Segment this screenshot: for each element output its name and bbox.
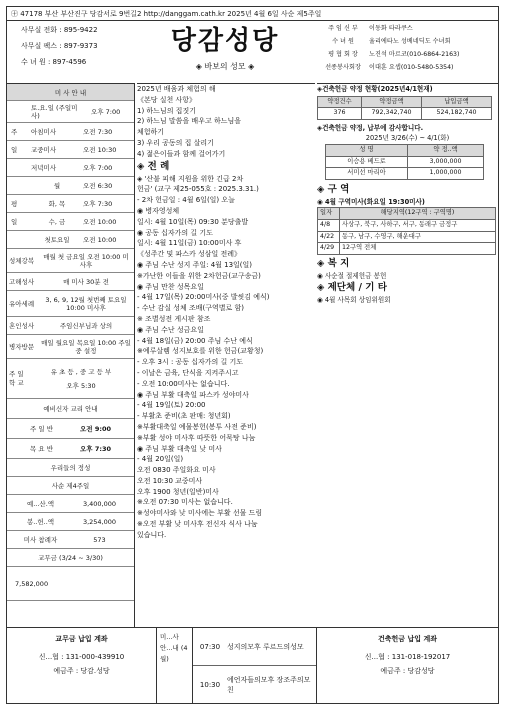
mid-line: ※ 조별성전 게시판 참조	[137, 314, 211, 323]
mid-line: - 4월 17일(목) 20:00미사(중 발씻김 예식)	[137, 293, 270, 302]
contact-fax: 사무실 팩스 : 897-9373	[21, 42, 98, 50]
staff-row: 수 녀 원 율리에타노 성베네딕도 수녀회	[332, 38, 451, 45]
thanks-table: 성 명 약 정..액 이승용 베드로 3,000,000 서미선 마리아 1,000,000	[325, 144, 484, 180]
mid-line: ◉ 주님 부활 대축일 파스카 성야미사	[137, 390, 249, 399]
prep-title: 예비신자 교리 안내	[7, 399, 134, 419]
left-column	[7, 83, 135, 627]
offer-row: 미사 참례자 573	[7, 531, 134, 549]
right-column	[317, 83, 498, 627]
mid-line: - 4월 20일(일)	[137, 455, 184, 464]
mid-line: 《성주간 및 파스카 성삼일 전례》	[137, 250, 242, 259]
sacrament-row: 고해성사 매 미사 30분 전	[7, 273, 134, 291]
mass-row: 첫토요일 오전 10:00	[7, 231, 134, 249]
bulletin-page	[6, 6, 499, 704]
mid-line: 4) 젊은이들과 함께 걸어가기	[137, 149, 226, 158]
mass-row: 평 화, 목 오후 7:30	[7, 195, 134, 213]
offer-period: 교무금 (3/24 ~ 3/30)	[7, 549, 134, 567]
staff-row: 주 임 신 부 이동화 타라쿠스	[328, 25, 413, 32]
mid-line: 오전 10:30 교중미사	[137, 476, 203, 485]
mid-line: 2025년 배움과 체험의 해	[137, 85, 216, 93]
mass-title: 미 사 안 내	[7, 84, 134, 101]
staff-list	[319, 22, 499, 74]
mid-line: ※오전 부활 낮 미사후 전신자 식사 나눔	[137, 520, 258, 529]
welfare-title: ◈ 복 지	[317, 257, 350, 269]
mid-line: - 오후 3시 : 공동 십자가의 길 기도	[137, 358, 244, 367]
prep-row: 주 일 반 오전 9:00	[7, 419, 134, 439]
thanks-period: 2025년 3/26(수) ~ 4/1(화)	[365, 134, 450, 143]
title-block	[135, 22, 315, 78]
mid-line: 일시: 4월 11일(금) 10:00미사 후	[137, 239, 242, 248]
mid-line: ※성야미사와 낮 미사에는 부활 선물 드림	[137, 509, 263, 518]
mid-line: 있습니다.	[137, 530, 167, 539]
mass-row: 토.요.일 (주일미사) 오후 7:00	[7, 101, 134, 123]
mass-row: 일 수, 금 오전 10:00	[7, 213, 134, 231]
parish-title: 당감성당	[170, 26, 280, 56]
offer-row: 예...산.액 3,400,000	[7, 495, 134, 513]
mid-line: ◈ 전 례	[137, 160, 170, 172]
mid-line: ※오전 07:30 미사는 없습니다.	[137, 498, 233, 507]
prep-row: 목 요 반 오후 7:30	[7, 439, 134, 459]
mid-line: 체험하기	[137, 128, 165, 137]
mid-line: 오전 0830 주일화요 미사	[137, 466, 216, 475]
footer-mass-table: 07:30 성지의모후 루르드의성모 10:30 에언자들의모후 장조주의모친	[193, 628, 317, 704]
mid-line: 오후 1900 청년(일반)미사	[137, 487, 219, 496]
footer	[7, 627, 498, 703]
mid-line: ◉ 주님 부활 대축일 낮 미사	[137, 444, 222, 453]
mid-line: ※예루살렘 성지보호를 위한 헌금(교황청)	[137, 347, 264, 356]
contact-convent: 수 녀 원 : 897-4596	[21, 58, 87, 66]
mid-line: 1) 하느님의 집짓기	[137, 106, 196, 115]
offer-sub: 사순 제4주일	[7, 477, 134, 495]
mid-line: ◉ 주님 수난 성지 주일: 4월 13일(일)	[137, 260, 253, 269]
mid-line: - 수난 감실 성체 조배(구역별로 함)	[137, 304, 245, 313]
mass-row: 월 오전 6:30	[7, 177, 134, 195]
mid-line: - 4월 19일(토) 20:00	[137, 401, 206, 410]
org-title: ◈ 제단체 / 기 타	[317, 282, 387, 294]
offer-title: 우리들의 정성	[7, 459, 134, 477]
mid-line: ※부활대축일 예물봉헌(봉투 사전 준비)	[137, 422, 257, 431]
contact-info	[7, 22, 135, 70]
mid-line: ◉ 주님 만찬 성목요일	[137, 282, 204, 291]
mass-row: 주 아침미사 오전 7:30	[7, 123, 134, 141]
mid-line: ◈ '산불 피해 지원을 위한 긴급 2차	[137, 174, 244, 183]
welfare-line: ◉ 사순절 절제헌금 봉헌	[317, 271, 387, 280]
mid-line: - 이날은 금육, 단식을 지켜주시고	[137, 368, 239, 377]
org-list	[317, 295, 498, 306]
mass-row: 일 교중미사 오전 10:30	[7, 141, 134, 159]
school-row: 주 일 학 교 유 초 등 , 중 고 등 부 오후 5:30	[7, 359, 134, 399]
offer-row: 봉..헌..액 3,254,000	[7, 513, 134, 531]
offer-total: 7,582,000	[7, 567, 134, 601]
mid-line: ◉ 공동 십자가의 길 기도	[137, 228, 213, 237]
staff-row: 평 협 회 장 노진석 마르코(010-6864-2163)	[328, 51, 460, 58]
welfare-list	[317, 271, 498, 282]
district-sub: ◉ 4월 구역미사(화요일 19:30미사)	[317, 197, 425, 206]
parish-subtitle: ◈ 바보의 성모 ◈	[195, 62, 255, 71]
mid-line: ◉ 주님 수난 성금요일	[137, 325, 204, 334]
pledge-table: 약정건수 약정금액 납입금액 376 792,342,740 524,182,740	[317, 96, 492, 120]
footer-right: 건축헌금 납입 계좌 신...협 : 131-018-192017 예금주 : 당감성당	[364, 635, 451, 675]
footer-mass-label: 미...사 안...내 (4월)	[157, 628, 193, 704]
footer-left: 교무금 납입 계좌 신...협 : 131-000-439910 예금주 : 당감.성당	[7, 628, 157, 704]
mid-line: 헌금' (교구 제25-055호 : 2025.3.31.)	[137, 185, 259, 194]
sacrament-row: 성체강복 매월 첫 금요일 오전 10:00 미사후	[7, 249, 134, 273]
mid-line: ◉ 병자영성체	[137, 206, 180, 215]
district-title: ◈ 구 역	[317, 183, 350, 195]
sacrament-row: 병자방문 매일 월요일 목요일 10:00 주일 중 설정	[7, 335, 134, 359]
mid-line: 3) 우리 공동의 집 살리기	[137, 138, 214, 147]
mid-line: - 4월 18일(금) 20:00 주님 수난 예식	[137, 336, 253, 345]
mid-line: - 부활초 준비(초 판매: 청년회)	[137, 412, 231, 421]
mid-line: - 오전 10:00미사는 없습니다.	[137, 379, 230, 388]
org-line: ◉ 4월 사목회 상임위원회	[317, 296, 391, 305]
header-bar: ㊉ 47178 부산 부산진구 당감서로 9번길2 http://danggam.cath.kr 2025년 4월 6일 사순 제5주일	[7, 7, 498, 21]
mid-line: - 2차 헌금일 : 4월 6일(일) 오늘	[137, 196, 235, 205]
sacrament-row: 유아세례 3, 6, 9, 12월 첫번째 토요일 10:00 미사후	[7, 291, 134, 317]
sacrament-row: 혼인성사 주임신부님과 상의	[7, 317, 134, 335]
mid-line: ※부활 성야 미사후 따뜻한 어묵탕 나눔	[137, 433, 256, 442]
mid-line: ※가난한 이들을 위한 2차헌금(교구송금)	[137, 271, 261, 280]
pledge-title: ◈건축헌금 약정 현황(2025년4/1현재)	[317, 85, 433, 93]
mid-line: 2) 하느님 말씀을 배우고 하느님을	[137, 117, 241, 126]
staff-row: 선종봉사회장 이대훈 요셉(010-5480-5354)	[325, 64, 454, 71]
mid-line: 일시: 4월 10일(목) 09:30 분당출발	[137, 217, 249, 226]
middle-column	[137, 83, 315, 627]
mid-line: 《본당 실천 사항》	[137, 95, 197, 104]
district-table: 일자 해당지역(12구역 : 구역명) 4/8 사상구, 북구, 사하구, 서구, 동래구 금정구 4/22 동구, 남구, 수영구, 해운대구 4/29 12구역 전체	[317, 207, 496, 254]
contact-phone: 사무실 전화 : 895-9422	[21, 26, 98, 34]
mass-row: 저녁미사 오후 7:00	[7, 159, 134, 177]
thanks-title: ◈건축헌금 약정, 납부에 감사합니다.	[317, 123, 424, 132]
